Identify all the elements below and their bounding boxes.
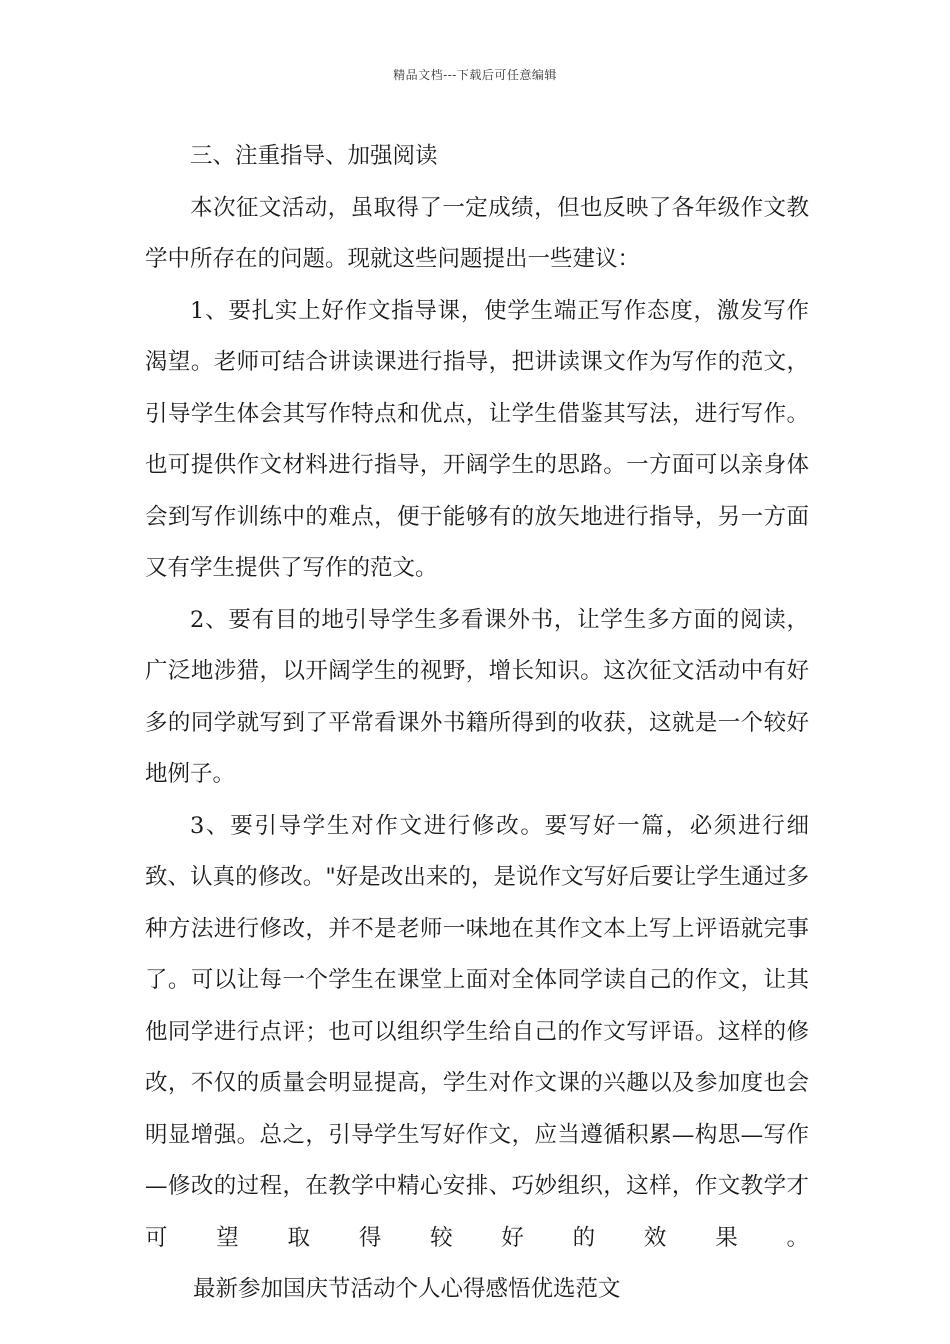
page-header: 精品文档---下载后可任意编辑 (393, 68, 557, 82)
suggestion-2-paragraph: 2、要有目的地引导学生多看课外书，让学生多方面的阅读，广泛地涉猎，以开阔学生的视野，增长知识。这次征文活动中有好多的同学就写到了平常看课外书籍所得到的收获，这就是一个较好地例子。 (145, 606, 809, 787)
suggestion-1-paragraph: 1、要扎实上好作文指导课，使学生端正写作态度，激发写作渴望。老师可结合讲读课进行指导，把讲读课文作为写作的范文，引导学生体会其写作特点和优点，让学生借鉴其写法，进行写作。也可提供作文材料进行指导，开阔学生的思路。一方面可以亲身体会到写作训练中的难点，便于能够有的放矢地进行指导，另一方面又有学生提供了写作的范文。 (145, 297, 809, 581)
document-body (145, 131, 809, 1316)
suggestion-3-text: 3、要引导学生对作文进行修改。要写好一篇，必须进行细致、认真的修改。"好是改出来的，是说作文写好后要让学生通过多种方法进行修改，并不是老师一味地在其作文本上写上评语就完事了。可以让每一个学生在课堂上面对全体同学读自己的作文，让其他同学进行点评；也可以组织学生给自己的作文写评语。这样的修改，不仅的质量会明显提高，学生对作文课的兴趣以及参加度也会明显增强。总之，引导学生写好作文，应当遵循积累—构思—写作—修改的过程，在教学中精心安排、巧妙组织，这样，作文教学才可望取得较好的效果。 (145, 812, 809, 1251)
suggestion-3-paragraph (145, 801, 809, 1316)
trailing-article-title: 最新参加国庆节活动个人心得感悟优选范文 (193, 1276, 621, 1302)
section-heading: 三、注重指导、加强阅读 (190, 143, 438, 169)
intro-paragraph: 本次征文活动，虽取得了一定成绩，但也反映了各年级作文教学中所存在的问题。现就这些问题提出一些建议： (145, 194, 809, 272)
